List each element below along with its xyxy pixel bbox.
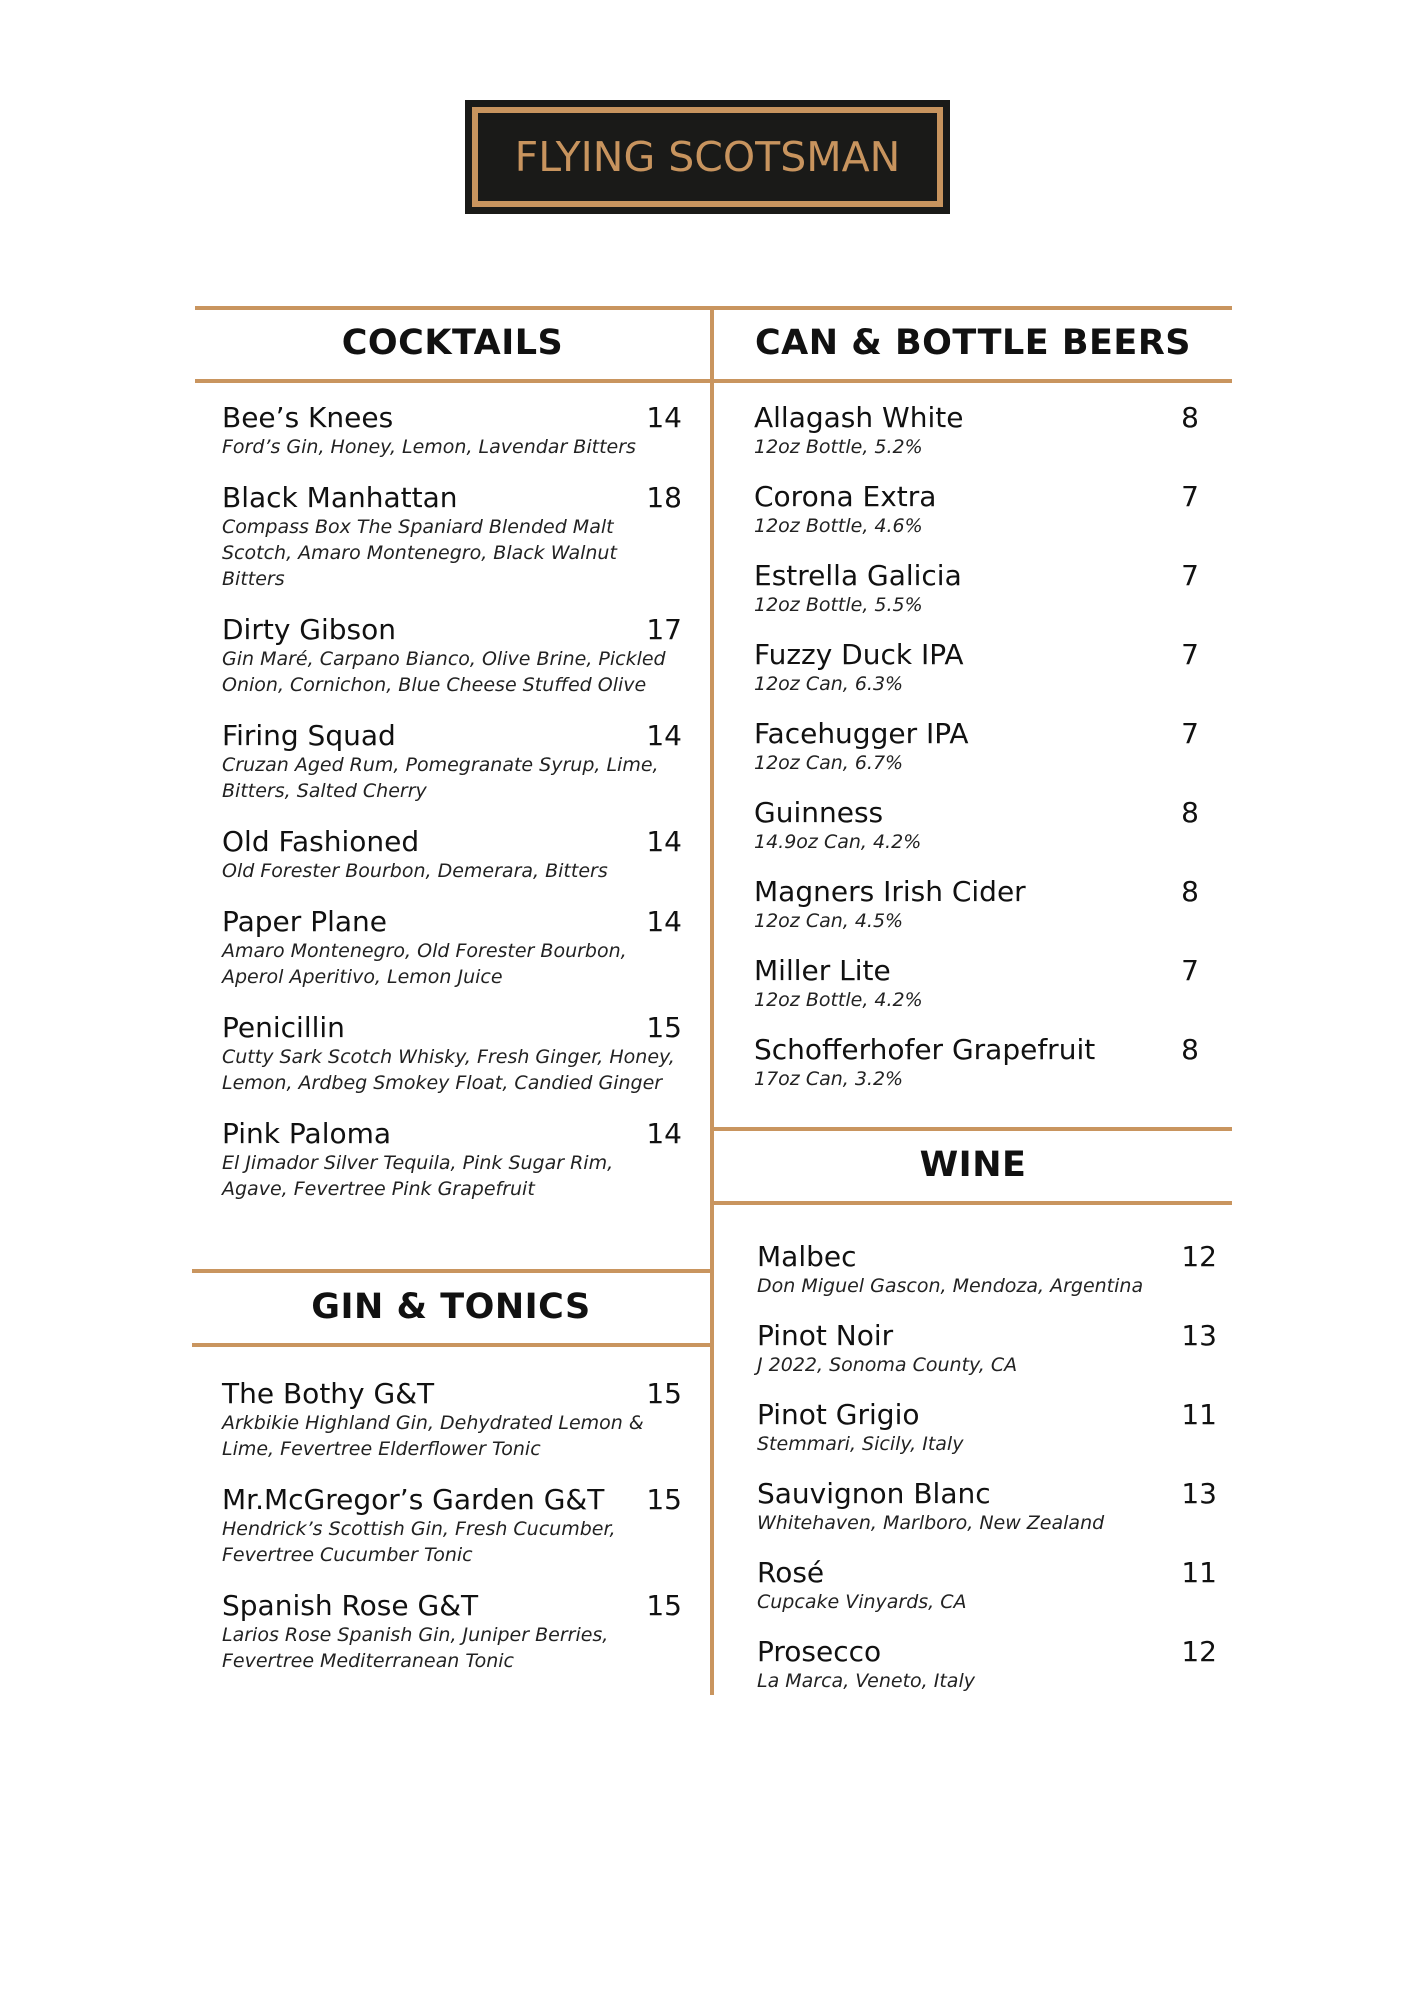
beers-heading: CAN & BOTTLE BEERS [755,323,1191,363]
menu-item [757,1478,1217,1536]
item-name: Prosecco [757,1635,882,1668]
item-price: 15 [646,1377,682,1410]
item-description: Ford’s Gin, Honey, Lemon, Lavendar Bitters [222,436,636,458]
menu-item [754,402,1199,460]
menu-item [222,482,682,592]
item-name: Allagash White [754,401,964,434]
wine-bottom-rule [712,1201,1232,1205]
menu-item [222,1118,682,1202]
item-price: 14 [646,719,682,752]
item-description: Don Miguel Gascon, Mendoza, Argentina [757,1275,1144,1297]
item-name: Guinness [754,796,884,829]
item-price: 14 [646,825,682,858]
item-description: 12oz Can, 4.5% [754,910,904,932]
menu-item [222,614,682,698]
menu-item [222,402,682,460]
item-description: 17oz Can, 3.2% [754,1068,904,1090]
item-description: 12oz Bottle, 5.5% [754,594,923,616]
menu-item [754,560,1199,618]
menu-item [754,718,1199,776]
item-name: Penicillin [222,1011,345,1044]
item-name: Old Fashioned [222,825,420,858]
item-name: Estrella Galicia [754,559,962,592]
item-price: 12 [1181,1635,1217,1668]
item-name: Pinot Noir [757,1319,894,1352]
item-description: 12oz Bottle, 5.2% [754,436,923,458]
item-description: Cupcake Vinyards, CA [757,1591,967,1613]
item-description: Old Forester Bourbon, Demerara, Bitters [222,860,608,882]
item-description: Stemmari, Sicily, Italy [757,1433,964,1455]
menu-item [754,639,1199,697]
item-price: 13 [1181,1477,1217,1510]
logo-border [472,107,943,207]
item-description: 12oz Can, 6.7% [754,752,904,774]
menu-item [754,1034,1199,1092]
item-price: 13 [1181,1319,1217,1352]
item-description: Cutty Sark Scotch Whisky, Fresh Ginger, Honey, Lemon, Ardbeg Smokey Float, Candied Ginger [222,1046,675,1094]
item-price: 8 [1181,401,1199,434]
menu-item [222,1484,682,1568]
item-price: 7 [1181,717,1199,750]
item-description: 14.9oz Can, 4.2% [754,831,922,853]
item-description: Arkbikie Highland Gin, Dehydrated Lemon & Lime, Fevertree Elderflower Tonic [222,1412,644,1460]
menu-item [754,481,1199,539]
menu-item [757,1557,1217,1615]
item-description: Cruzan Aged Rum, Pomegranate Syrup, Lime, Bitters, Salted Cherry [222,754,659,802]
item-description: Amaro Montenegro, Old Forester Bourbon, Aperol Aperitivo, Lemon Juice [222,940,627,988]
item-price: 8 [1181,1033,1199,1066]
item-price: 15 [646,1483,682,1516]
item-name: Pinot Grigio [757,1398,920,1431]
item-price: 7 [1181,954,1199,987]
wine-list [757,1241,1217,1715]
cocktails-list [222,402,682,1224]
beers-list [754,402,1199,1113]
gin-top-rule [192,1269,712,1273]
column-divider [710,308,714,1695]
cocktails-heading: COCKTAILS [341,323,564,363]
gin-bottom-rule [192,1343,712,1347]
item-description: J 2022, Sonoma County, CA [757,1354,1018,1376]
item-price: 14 [646,905,682,938]
item-description: Whitehaven, Marlboro, New Zealand [757,1512,1105,1534]
menu-item [222,906,682,990]
menu-item [757,1241,1217,1299]
menu-item [222,720,682,804]
wine-heading: WINE [919,1145,1027,1185]
item-description: 12oz Can, 6.3% [754,673,904,695]
item-name: Bee’s Knees [222,401,394,434]
item-name: Paper Plane [222,905,387,938]
menu-item [222,1012,682,1096]
wine-top-rule [712,1127,1232,1131]
item-price: 14 [646,401,682,434]
item-description: Compass Box The Spaniard Blended Malt Scotch, Amaro Montenegro, Black Walnut Bitters [222,516,617,590]
item-price: 12 [1181,1240,1217,1273]
item-price: 15 [646,1011,682,1044]
item-name: Magners Irish Cider [754,875,1026,908]
item-name: Black Manhattan [222,481,458,514]
item-description: El Jimador Silver Tequila, Pink Sugar Rim, Agave, Fevertree Pink Grapefruit [222,1152,614,1200]
item-price: 7 [1181,638,1199,671]
menu-item [222,826,682,884]
item-price: 15 [646,1589,682,1622]
header-bottom-rule [195,379,1232,383]
menu-item [754,797,1199,855]
item-price: 18 [646,481,682,514]
menu-item [757,1636,1217,1694]
item-name: Mr.McGregor’s Garden G&T [222,1483,605,1516]
item-name: Sauvignon Blanc [757,1477,991,1510]
item-name: Pink Paloma [222,1117,392,1150]
logo-text: FLYING SCOTSMAN [514,133,901,181]
item-price: 8 [1181,875,1199,908]
item-description: La Marca, Veneto, Italy [757,1670,975,1692]
item-name: Facehugger IPA [754,717,969,750]
cocktails-top-rule [195,306,1232,310]
item-price: 14 [646,1117,682,1150]
gin-tonics-list [222,1378,682,1696]
menu-item [757,1320,1217,1378]
menu-item [757,1399,1217,1457]
logo [465,100,950,214]
item-name: Miller Lite [754,954,891,987]
menu-item [754,876,1199,934]
item-description: Larios Rose Spanish Gin, Juniper Berries, Fevertree Mediterranean Tonic [222,1624,609,1672]
item-price: 11 [1181,1556,1217,1589]
item-name: Corona Extra [754,480,937,513]
item-name: Schofferhofer Grapefruit [754,1033,1096,1066]
item-name: Spanish Rose G&T [222,1589,479,1622]
gin-tonics-heading: GIN & TONICS [311,1287,591,1327]
item-name: The Bothy G&T [222,1377,435,1410]
item-price: 7 [1181,480,1199,513]
item-price: 11 [1181,1398,1217,1431]
item-name: Malbec [757,1240,857,1273]
item-name: Firing Squad [222,719,396,752]
item-description: Hendrick’s Scottish Gin, Fresh Cucumber, Fevertree Cucumber Tonic [222,1518,616,1566]
menu-item [222,1378,682,1462]
item-name: Fuzzy Duck IPA [754,638,964,671]
menu-item [754,955,1199,1013]
item-price: 17 [646,613,682,646]
menu-item [222,1590,682,1674]
item-description: 12oz Bottle, 4.6% [754,515,923,537]
item-description: 12oz Bottle, 4.2% [754,989,923,1011]
item-description: Gin Maré, Carpano Bianco, Olive Brine, Pickled Onion, Cornichon, Blue Cheese Stuffed Olive [222,648,666,696]
item-name: Dirty Gibson [222,613,397,646]
item-name: Rosé [757,1556,825,1589]
item-price: 7 [1181,559,1199,592]
item-price: 8 [1181,796,1199,829]
